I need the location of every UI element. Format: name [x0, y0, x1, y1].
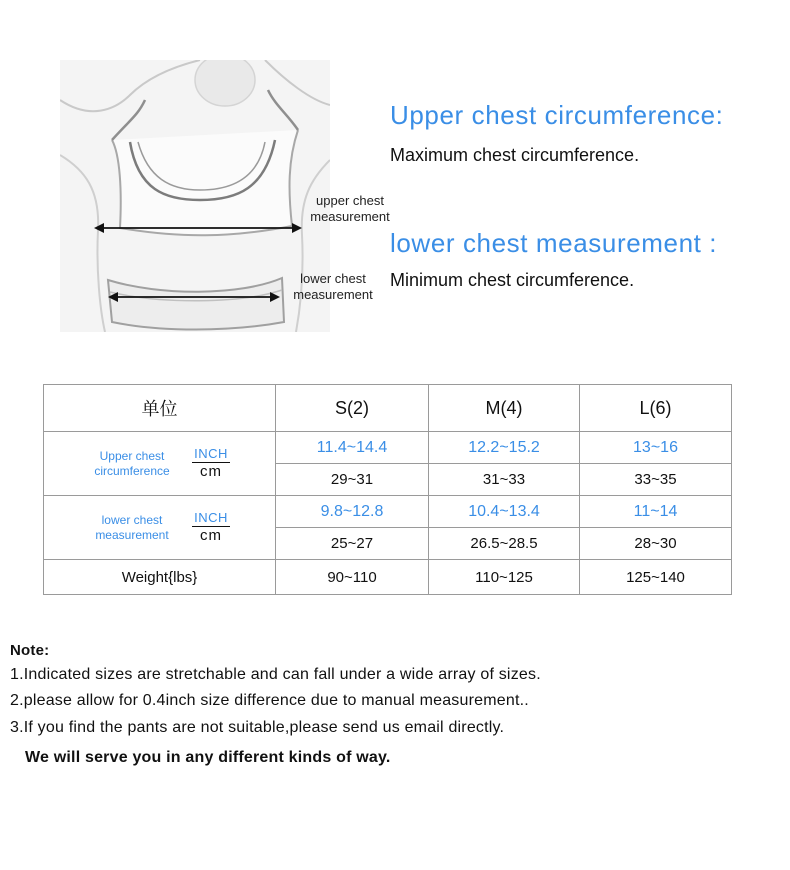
weight-label: Weight{lbs}	[44, 560, 276, 595]
size-header-l: L(6)	[580, 385, 732, 432]
upper-label-line1: upper chest	[316, 193, 384, 208]
lower-label-line2: measurement	[293, 287, 373, 302]
upper-chest-figure-label	[300, 193, 400, 225]
upper-chest-heading: Upper chest circumference:	[390, 100, 724, 130]
upper-inch-s: 11.4~14.4	[276, 432, 429, 464]
lower-name-line2: measurement	[95, 527, 169, 542]
upper-chest-name	[82, 432, 182, 495]
lower-cm-unit: cm	[200, 527, 222, 544]
note-item-3: 3.If you find the pants are not suitable,please send us email directly.	[10, 719, 505, 736]
upper-cm-unit: cm	[200, 463, 222, 480]
lower-chest-figure-label	[283, 271, 383, 303]
size-header-s: S(2)	[276, 385, 429, 432]
table-row	[44, 496, 732, 528]
weight-m: 110~125	[429, 560, 580, 595]
note-item-1: 1.Indicated sizes are stretchable and can fall under a wide array of sizes.	[10, 666, 541, 683]
lower-inch-s: 9.8~12.8	[276, 496, 429, 528]
upper-label-line2: measurement	[310, 209, 390, 224]
lower-chest-description: Minimum chest circumference.	[390, 270, 635, 290]
lower-label-line1: lower chest	[300, 271, 366, 286]
table-row	[44, 560, 732, 595]
upper-cm-l: 33~35	[580, 464, 732, 496]
lower-inch-m: 10.4~13.4	[429, 496, 580, 528]
lower-chest-heading: lower chest measurement :	[390, 228, 718, 258]
lower-chest-name	[82, 496, 182, 559]
table-row	[44, 432, 732, 464]
unit-header: 单位	[44, 385, 276, 432]
upper-inch-l: 13~16	[580, 432, 732, 464]
upper-inch-m: 12.2~15.2	[429, 432, 580, 464]
weight-s: 90~110	[276, 560, 429, 595]
lower-cm-m: 26.5~28.5	[429, 528, 580, 560]
lower-name-line1: lower chest	[101, 512, 163, 527]
weight-l: 125~140	[580, 560, 732, 595]
size-header-m: M(4)	[429, 385, 580, 432]
closing-statement: We will serve you in any different kinds of way.	[25, 749, 391, 766]
note-title: Note:	[10, 642, 50, 659]
upper-chest-row-label	[44, 432, 276, 496]
lower-inch-unit: INCH	[194, 510, 228, 525]
upper-chest-description: Maximum chest circumference.	[390, 145, 640, 165]
upper-name-line1: Upper chest	[99, 448, 165, 463]
lower-cm-l: 28~30	[580, 528, 732, 560]
lower-inch-l: 11~14	[580, 496, 732, 528]
upper-unit-fraction	[190, 432, 232, 495]
lower-unit-fraction	[190, 496, 232, 559]
table-header-row	[44, 385, 732, 432]
lower-cm-s: 25~27	[276, 528, 429, 560]
size-chart-table	[43, 384, 732, 595]
lower-chest-row-label	[44, 496, 276, 560]
note-item-2: 2.please allow for 0.4inch size difference due to manual measurement..	[10, 692, 529, 709]
upper-inch-unit: INCH	[194, 446, 228, 461]
upper-cm-m: 31~33	[429, 464, 580, 496]
upper-name-line2: circumference	[94, 463, 170, 478]
upper-cm-s: 29~31	[276, 464, 429, 496]
